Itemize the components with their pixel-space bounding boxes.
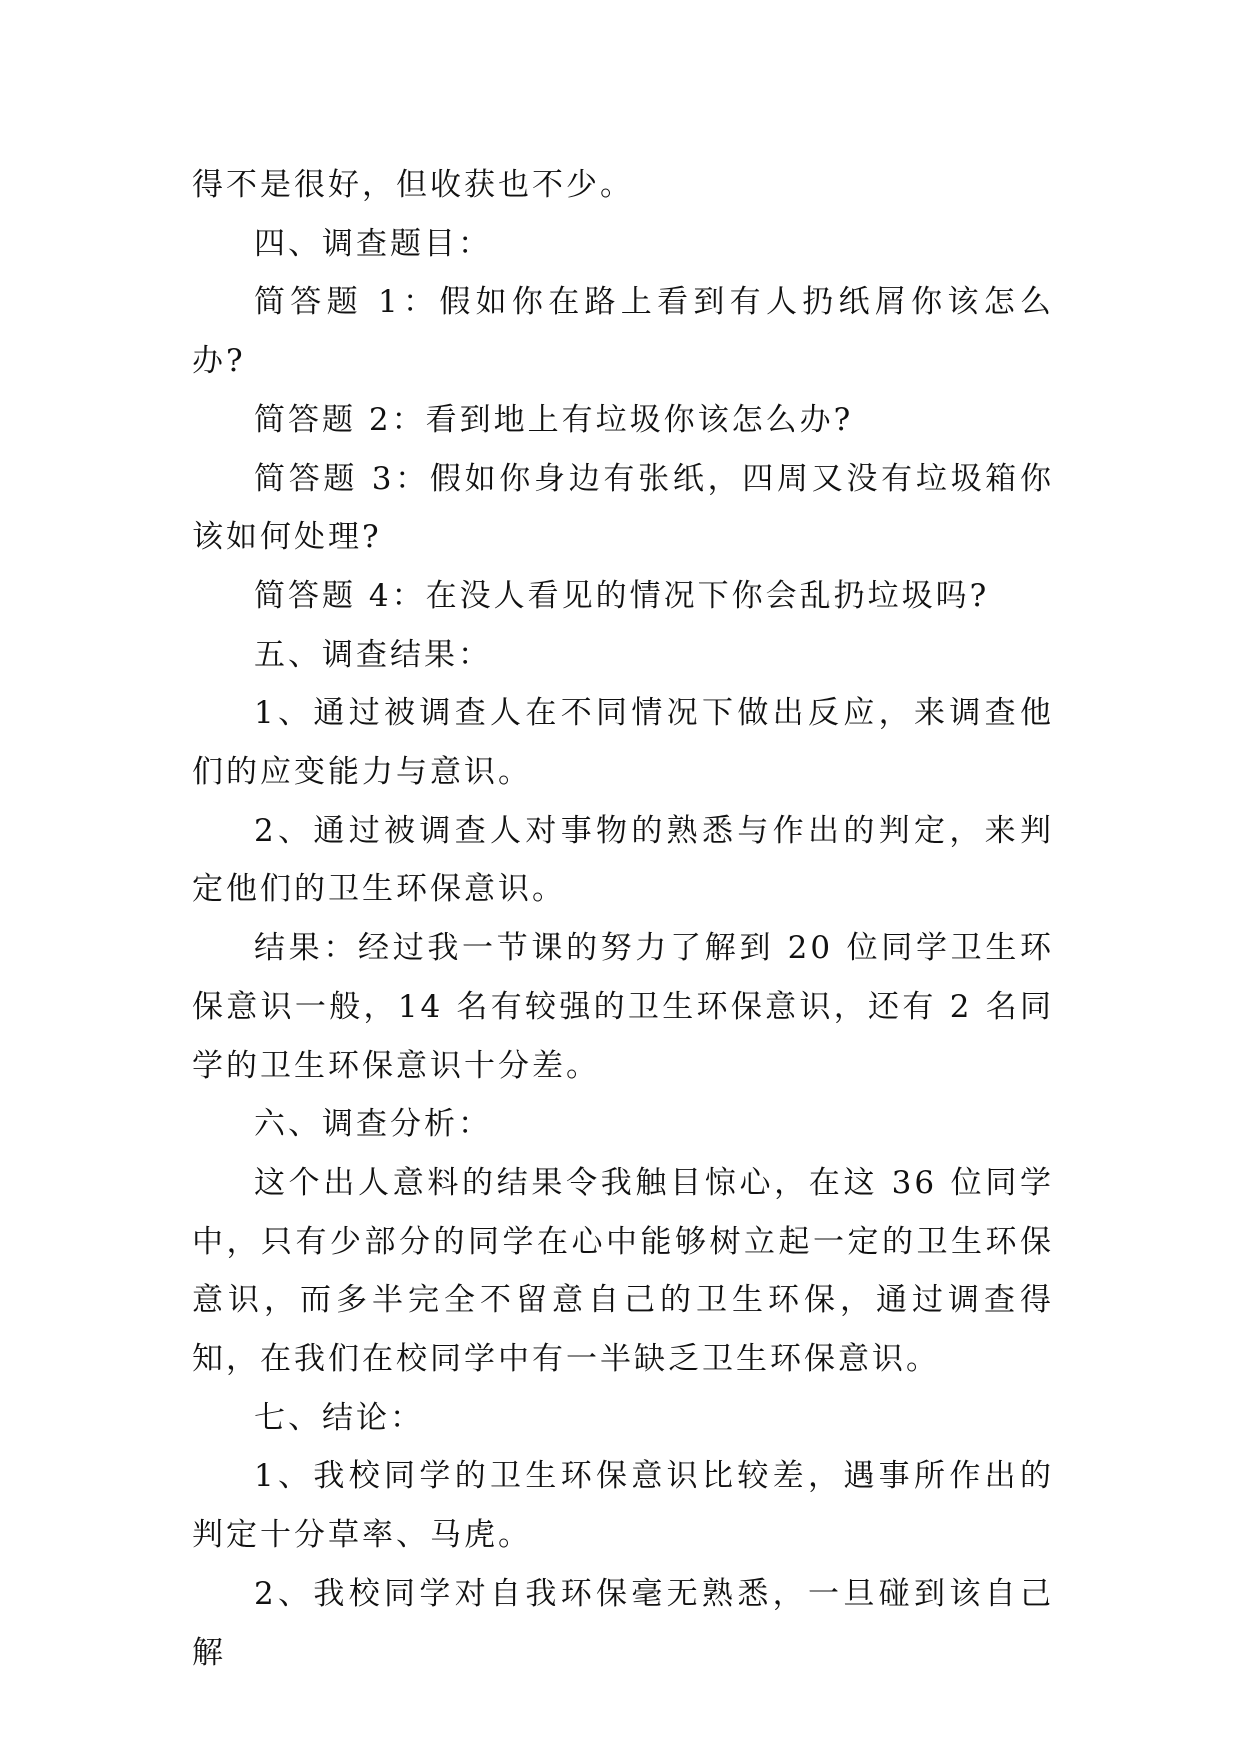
conclusion-item-1: 1、我校同学的卫生环保意识比较差，遇事所作出的判定十分草率、马虎。 [192,1458,1054,1554]
question-2: 简答题 2：看到地上有垃圾你该怎么办? [254,401,854,438]
section-heading-survey-analysis: 六、调查分析： [254,1106,492,1143]
result-item-2: 2、通过被调查人对事物的熟悉与作出的判定，来判定他们的卫生环保意识。 [192,812,1054,908]
result-summary: 结果：经过我一节课的努力了解到 20 位同学卫生环保意识一般，14 名有较强的卫生环保意识，还有 2 名同学的卫生环保意识十分差。 [192,930,1054,1084]
section-heading-conclusion: 七、结论： [254,1399,424,1436]
question-1: 简答题 1：假如你在路上看到有人扔纸屑你该怎么办? [192,284,1054,380]
question-4: 简答题 4：在没人看见的情况下你会乱扔垃圾吗? [254,577,990,614]
conclusion-item-2: 2、我校同学对自我环保毫无熟悉，一旦碰到该自己解 [192,1575,1054,1671]
result-item-1: 1、通过被调查人在不同情况下做出反应，来调查他们的应变能力与意识。 [192,695,1054,791]
paragraph-continuation: 得不是很好，但收获也不少。 [192,167,634,203]
analysis-paragraph: 这个出人意料的结果令我触目惊心，在这 36 位同学中，只有少部分的同学在心中能够树立起一定的卫生环保意识，而多半完全不留意自己的卫生环保，通过调查得知，在我们在校同学中有一半缺乏卫生环保意识。 [192,1164,1054,1378]
question-3: 简答题 3：假如你身边有张纸，四周又没有垃圾箱你该如何处理? [192,460,1054,556]
section-heading-survey-questions: 四、调查题目： [254,225,492,262]
section-heading-survey-results: 五、调查结果： [254,636,492,673]
document-body [192,156,1054,1682]
